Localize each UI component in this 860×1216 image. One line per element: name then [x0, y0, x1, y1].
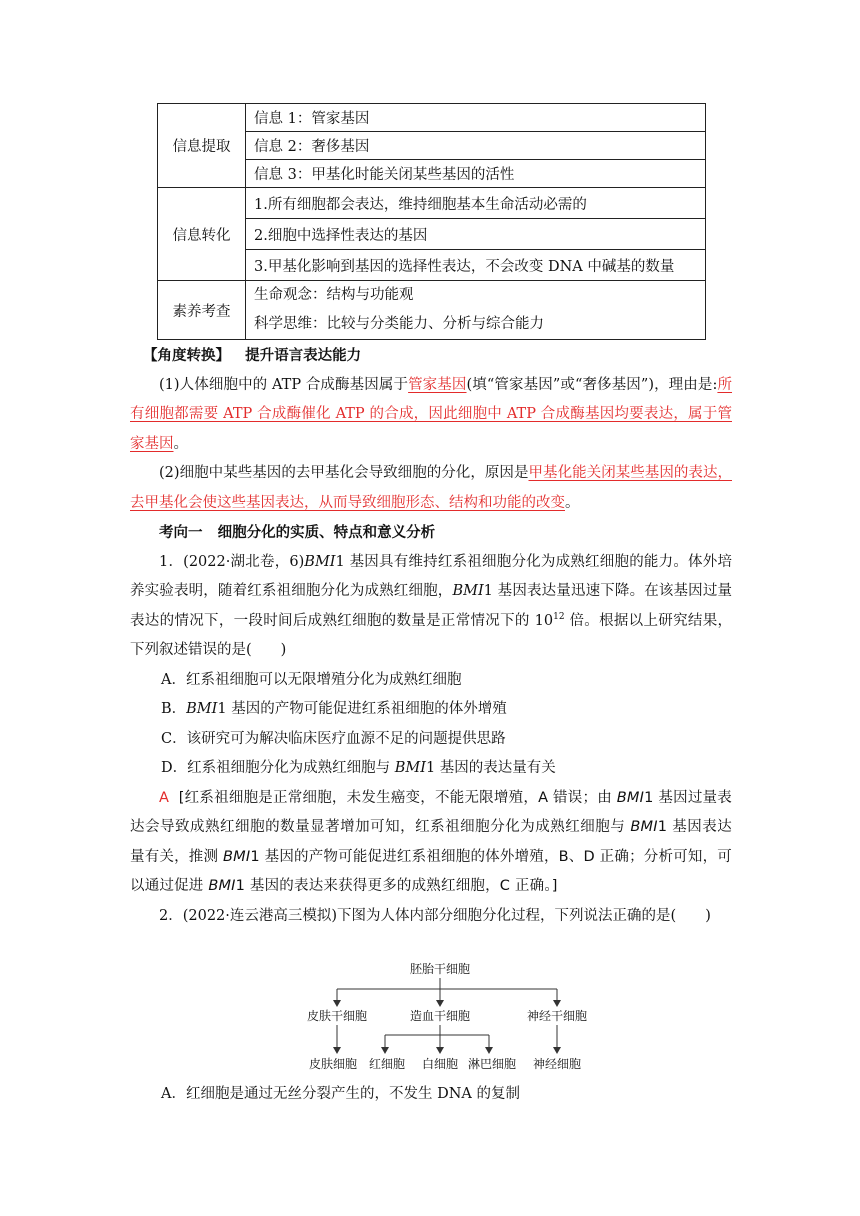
text: 1．(2022·湖北卷，6)	[159, 553, 305, 570]
text: B．	[161, 701, 187, 717]
text: (1)人体细胞中的 ATP 合成酶基因属于	[159, 376, 409, 393]
diagram-node: 皮肤干细胞	[306, 1009, 368, 1023]
table-cell-line: 科学思维：比较与分类能力、分析与综合能力	[254, 316, 544, 332]
gene-name: BMI	[630, 819, 658, 835]
diagram-node: 造血干细胞	[409, 1009, 471, 1023]
option-c: C．该研究可为解决临床医疗血源不足的问题提供思路	[161, 730, 506, 747]
table-cell: 2.细胞中选择性表达的基因	[246, 219, 706, 250]
diagram-leaf: 神经细胞	[532, 1057, 582, 1071]
diagram-node: 神经干细胞	[526, 1009, 588, 1023]
text: 。	[565, 494, 580, 511]
question-2	[130, 459, 732, 518]
text: 1 基因过量表达会导致成熟红细胞的数量显著增加可知，红系祖细胞分化为成熟红细胞与	[130, 789, 732, 835]
option-a: A．红系祖细胞可以无限增殖分化为成熟红细胞	[161, 671, 462, 688]
q1-stem	[130, 548, 732, 666]
text: 1 基因表达量迅速下降。在该基因过量表达的情况下，一段时间后成熟红细胞的数量是正常情况下的 10	[130, 583, 732, 629]
text: 倍。根据以上研究结果，下列叙述错误的是( )	[130, 612, 733, 658]
answer-text: 管家基因	[408, 376, 467, 393]
gene-name: BMI	[452, 583, 484, 599]
text: 1 基因的表达来获得更多的成熟红细胞，C 正确。]	[235, 878, 558, 894]
text: 1 基因具有维持红系祖细胞分化为成熟红细胞的能力。体外培养实验表明，随着红系祖细胞分化为成熟红细胞，	[130, 553, 732, 599]
q1-explanation	[130, 784, 732, 902]
text: 。	[173, 435, 188, 452]
diagram-root-label: 胚胎干细胞	[409, 962, 471, 976]
text: [红系祖细胞是正常细胞，未发生癌变，不能无限增殖，A 错误；由	[178, 789, 617, 806]
table-category: 信息转化	[158, 188, 246, 281]
heading-title: 提升语言表达能力	[245, 347, 362, 364]
text: 1 基因表达量有关，推测	[130, 819, 733, 865]
direction-title: 细胞分化的实质、特点和意义分析	[217, 524, 436, 541]
diagram-leaf: 淋巴细胞	[467, 1057, 517, 1071]
text: 1 基因的产物可能促进红系祖细胞的体外增殖，B、D 正确；分析可知，可以通过促进	[130, 848, 732, 894]
gene-name: BMI	[223, 848, 251, 865]
option-b	[130, 695, 732, 725]
gene-name: BMI	[186, 701, 218, 717]
answer-letter: A	[159, 789, 170, 806]
text: D．红系祖细胞分化为成熟红细胞与	[161, 760, 395, 776]
gene-name: BMI	[394, 760, 426, 776]
gene-name: BMI	[616, 789, 645, 806]
option-a: A．红细胞是通过无丝分裂产生的，不发生 DNA 的复制	[161, 1086, 520, 1102]
table-category: 素养考查	[158, 281, 246, 340]
table-cell: 信息 2：奢侈基因	[246, 132, 706, 160]
question-1	[130, 371, 732, 460]
option-d	[130, 754, 732, 784]
diagram-leaf: 皮肤细胞	[308, 1057, 358, 1071]
q2-options	[130, 1080, 732, 1110]
text: (2)细胞中某些基因的去甲基化会导致细胞的分化，原因是	[159, 465, 529, 481]
diagram-leaf: 红细胞	[368, 1057, 406, 1071]
table-cell	[246, 281, 706, 340]
text: (填“管家基因”或“奢侈基因”)，理由是:	[466, 376, 718, 393]
table-cell: 1.所有细胞都会表达，维持细胞基本生命活动必需的	[246, 188, 706, 219]
text: 1 基因的表达量有关	[425, 760, 556, 776]
direction-heading	[130, 518, 732, 548]
answer-text: 所有细胞都需要 ATP 合成酶催化 ATP 的合成，因此细胞中 ATP 合成酶基因均要表达，属于管家基因	[130, 376, 733, 452]
gene-name: BMI	[208, 878, 236, 894]
table-cell: 3.甲基化影响到基因的选择性表达，不会改变 DNA 中碱基的数量	[246, 250, 706, 281]
direction-label: 考向一	[159, 524, 203, 541]
q2-stem: 2．(2022·连云港高三模拟)下图为人体内部分细胞分化过程，下列说法正确的是( )	[159, 907, 711, 924]
section-heading	[130, 341, 732, 371]
angle-section	[130, 341, 732, 931]
table-cell: 信息 3：甲基化时能关闭某些基因的活性	[246, 160, 706, 188]
info-table	[157, 103, 706, 340]
diagram-leaf: 白细胞	[421, 1057, 459, 1071]
cell-differentiation-diagram	[303, 955, 593, 1077]
table-category: 信息提取	[158, 104, 246, 188]
heading-label: 【角度转换】	[143, 347, 230, 364]
table-cell-line: 生命观念：结构与功能观	[254, 287, 414, 303]
table-cell: 信息 1：管家基因	[246, 104, 706, 132]
text: 1 基因的产物可能促进红系祖细胞的体外增殖	[217, 701, 507, 717]
answer-text: 甲基化能关闭某些基因的表达，去甲基化会使这些基因表达，从而导致细胞形态、结构和功能的改变	[130, 465, 732, 511]
exponent: 12	[553, 611, 565, 622]
gene-name: BMI	[304, 553, 336, 570]
